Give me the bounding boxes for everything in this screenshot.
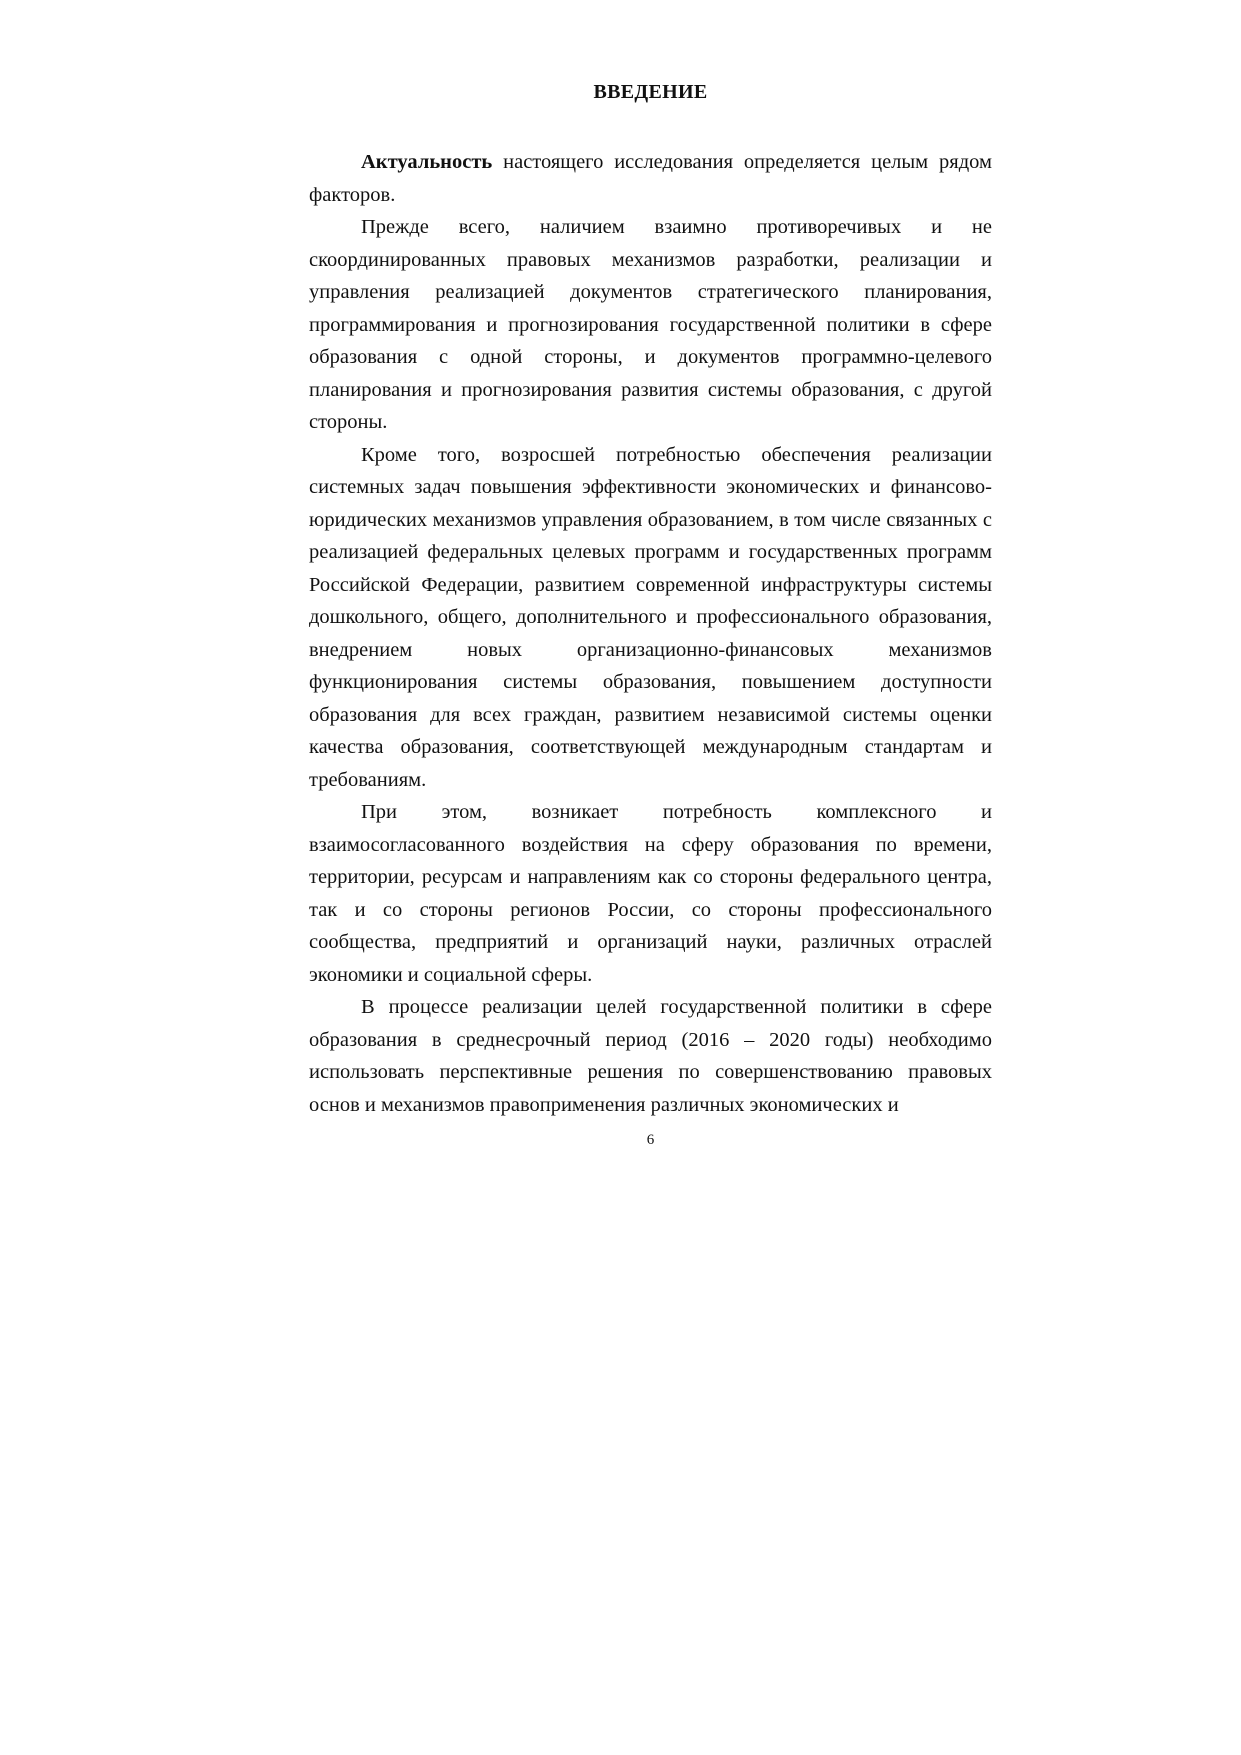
- paragraph-text: Прежде всего, наличием взаимно противоречивых и не скоординированных правовых механизмов разработки, реализации и управления реализацией документов стратегического планирования, программирования и прогнозирования государственной политики в сфере образования с одной стороны, и документов программно-целевого планирования и прогнозирования развития системы образования, с другой стороны.: [309, 216, 992, 433]
- paragraph-text: В процессе реализации целей государственной политики в сфере образования в среднесрочный период (2016 – 2020 годы) необходимо использовать перспективные решения по совершенствованию правовых основ и механизмов правоприменения различных экономических и: [309, 996, 992, 1116]
- paragraph-relevance: [309, 146, 992, 211]
- page-title: ВВЕДЕНИЕ: [593, 81, 708, 103]
- paragraph-text: настоящего исследования определяется целым рядом факторов.: [309, 151, 992, 206]
- paragraph-text: При этом, возникает потребность комплексного и взаимосогласованного воздействия на сферу образования по времени, территории, ресурсам и направлениям как со стороны федерального центра, так и со стороны регионов России, со стороны профессионального сообщества, предприятий и организаций науки, различных отраслей экономики и социальной сферы.: [309, 801, 992, 986]
- paragraph-lead: Актуальность: [361, 151, 493, 173]
- paragraph: [309, 211, 992, 439]
- body-text: [309, 146, 992, 1121]
- paragraph: [309, 991, 992, 1121]
- page-number: 6: [646, 1132, 655, 1148]
- paragraph-text: Кроме того, возросшей потребностью обеспечения реализации системных задач повышения эффективности экономических и финансово-юридических механизмов управления образованием, в том числе связанных с реализацией федеральных целевых программ и государственных программ Российской Федерации, развитием современной инфраструктуры системы дошкольного, общего, дополнительного и профессионального образования, внедрением новых организационно-финансовых механизмов функционирования системы образования, повышением доступности образования для всех граждан, развитием независимой системы оценки качества образования, соответствующей международным стандартам и требованиям.: [309, 443, 992, 791]
- paragraph: [309, 796, 992, 991]
- paragraph: [309, 439, 992, 797]
